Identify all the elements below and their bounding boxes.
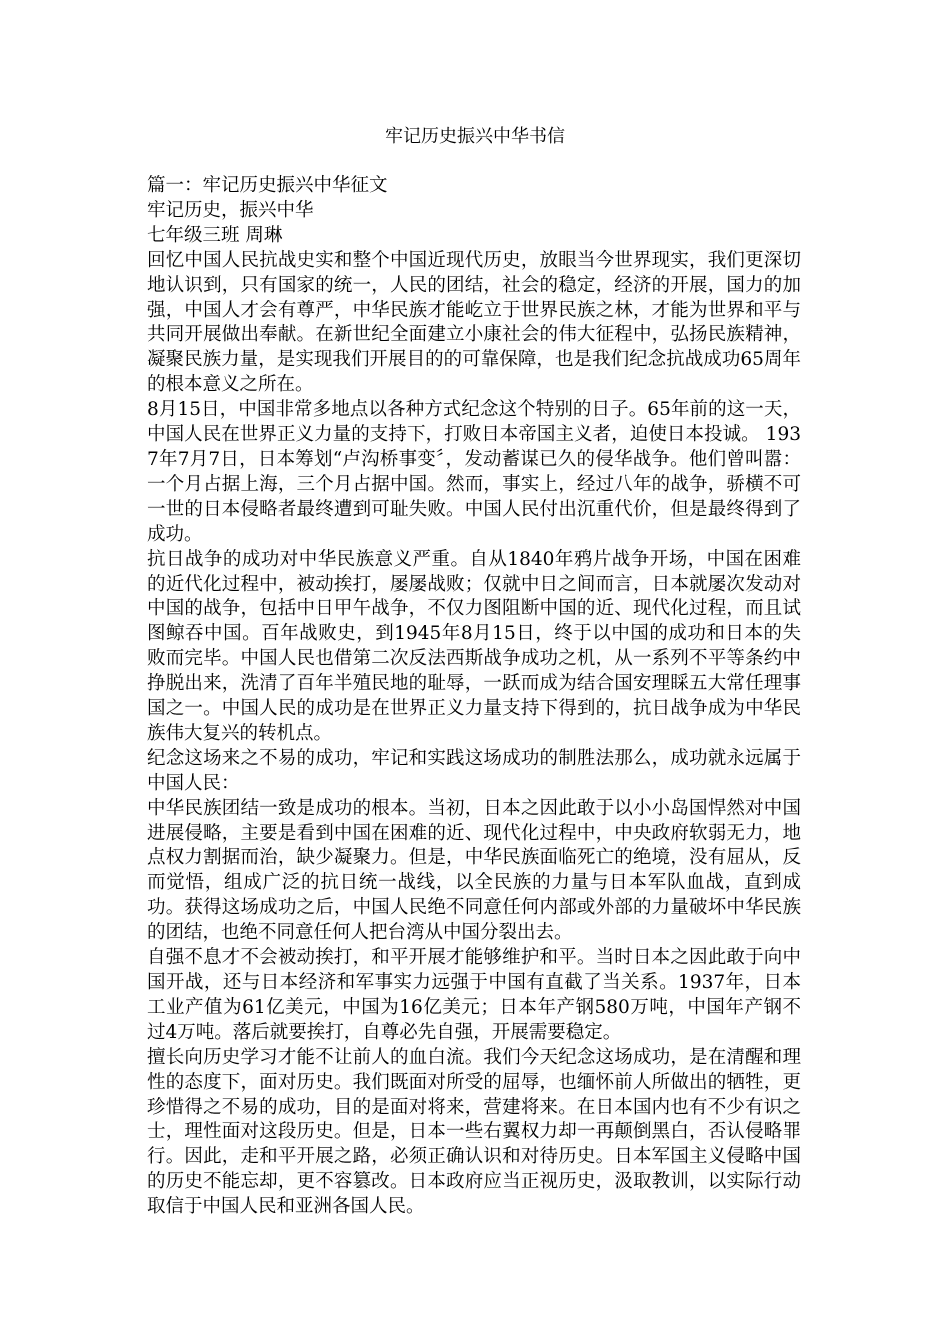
paragraph: 回忆中国人民抗战史实和整个中国近现代历史，放眼当今世界现实，我们更深切地认识到，只有国家的统一，人民的团结，社会的稳定，经济的开展，国力的加强，中国人才会有尊严，中华民族才能屹立于世界民族之林，才能为世界和平与共同开展做出奉献。在新世纪全面建立小康社会的伟大征程中，弘扬民族精神，凝聚民族力量，是实现我们开展目的的可靠保障，也是我们纪念抗战成功65周年的根本意义之所在。	[147, 249, 801, 396]
author-line: 七年级三班 周琳	[147, 224, 283, 246]
paragraph: 抗日战争的成功对中华民族意义严重。自从1840年鸦片战争开场，中国在困难的近代化过程中，被动挨打，屡屡战败；仅就中日之间而言，日本就屡次发动对中国的战争，包括中日甲午战争，不仅力图阻断中国的近、现代化过程，而且试图鲸吞中国。百年战败史，到1945年8月15日，终于以中国的成功和日本的失败而完毕。中国人民也借第二次反法西斯战争成功之机，从一系列不平等条约中挣脱出来，洗清了百年半殖民地的耻辱，一跃而成为结合国安理睬五大常任理事国之一。中国人民的成功是在世界正义力量支持下得到的，抗日战争成为中华民族伟大复兴的转机点。	[147, 548, 801, 744]
article-heading: 篇一：牢记历史振兴中华征文	[147, 175, 388, 196]
paragraph: 纪念这场来之不易的成功，牢记和实践这场成功的制胜法那么，成功就永远属于中国人民：	[147, 747, 801, 794]
paragraph: 8月15日，中国非常多地点以各种方式纪念这个特别的日子。65年前的这一天，中国人民在世界正义力量的支持下，打败日本帝国主义者，迫使日本投诚。 1937年7月7日，日本筹划“卢沟桥事变〞，发动蓄谋已久的侵华战争。他们曾叫嚣：一个月占据上海，三个月占据中国。然而，事实上，经过八年的战争，骄横不可一世的日本侵略者最终遭到可耻失败。中国人民付出沉重代价，但是最终得到了成功。	[147, 399, 801, 545]
document-body	[147, 174, 801, 1220]
document-title: 牢记历史振兴中华书信	[385, 126, 565, 147]
article-subtitle: 牢记历史，振兴中华	[147, 199, 314, 221]
paragraph: 中华民族团结一致是成功的根本。当初，日本之因此敢于以小小岛国悍然对中国进展侵略，主要是看到中国在困难的近、现代化过程中，中央政府软弱无力，地点权力割据而治，缺少凝聚力。但是，中华民族面临死亡的绝境，没有屈从，反而觉悟，组成广泛的抗日统一战线，以全民族的力量与日本军队血战，直到成功。获得这场成功之后，中国人民绝不同意任何内部或外部的力量破坏中华民族的团结，也绝不同意任何人把台湾从中国分裂出去。	[147, 797, 801, 944]
paragraph: 自强不息才不会被动挨打，和平开展才能够维护和平。当时日本之因此敢于向中国开战，还与日本经济和军事实力远强于中国有直截了当关系。1937年，日本工业产值为61亿美元，中国为16亿美元；日本年产钢580万吨，中国年产钢不过4万吨。落后就要挨打，自尊必先自强，开展需要稳定。	[147, 947, 801, 1043]
paragraph: 擅长向历史学习才能不让前人的血白流。我们今天纪念这场成功，是在清醒和理性的态度下，面对历史。我们既面对所受的屈辱，也缅怀前人所做出的牺牲，更珍惜得之不易的成功，目的是面对将来，营建将来。在日本国内也有不少有识之士，理性面对这段历史。但是，日本一些右翼权力却一再颠倒黑白，否认侵略罪行。因此，走和平开展之路，必须正确认识和对待历史。日本军国主义侵略中国的历史不能忘却，更不容篡改。日本政府应当正视历史，汲取教训，以实际行动取信于中国人民和亚洲各国人民。	[147, 1046, 801, 1218]
